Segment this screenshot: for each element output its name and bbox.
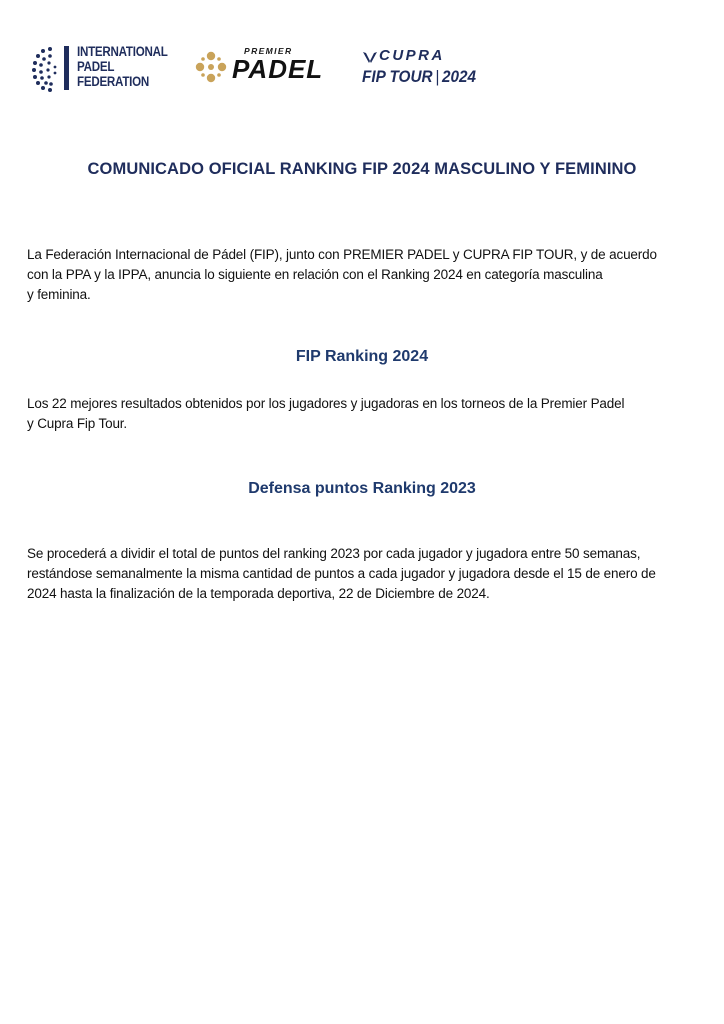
cupra-wordmark: CUPRA	[379, 47, 445, 64]
premier-star-icon	[194, 50, 228, 84]
fip-line-1: INTERNATIONAL	[77, 44, 168, 59]
fip-ranking-line-1: Los 22 mejores resultados obtenidos por los jugadores y jugadoras en los torneos de la Premier Padel	[27, 396, 625, 411]
defensa-line-3: 2024 hasta la finalización de la temporada deportiva, 22 de Diciembre de 2024.	[27, 586, 490, 601]
intro-line-2: con la PPA y la IPPA, anuncia lo siguiente en relación con el Ranking 2024 en categoría masculina	[27, 267, 603, 282]
cupra-emblem-icon	[362, 51, 378, 64]
defensa-puntos-paragraph	[27, 544, 699, 604]
fip-ranking-paragraph	[27, 394, 699, 434]
fip-line-2: PADEL	[77, 59, 115, 74]
intro-paragraph	[27, 245, 699, 305]
fip-wordmark	[77, 44, 168, 89]
section-heading-fip-ranking: FIP Ranking 2024	[295, 348, 429, 365]
fip-logo	[30, 40, 170, 96]
premier-label: PREMIER	[244, 46, 293, 56]
intro-line-3: y feminina.	[27, 287, 91, 302]
cupra-fip-tour-logo	[362, 49, 482, 91]
fip-tour-year: 2024	[441, 67, 476, 86]
fip-tour-label: FIP TOUR	[362, 67, 433, 86]
section-heading-defensa-puntos: Defensa puntos Ranking 2023	[248, 480, 476, 497]
premier-padel-logo	[194, 46, 344, 90]
document-title: COMUNICADO OFICIAL RANKING FIP 2024 MASCULINO Y FEMININO	[87, 160, 637, 178]
fip-tour-separator: |	[435, 67, 440, 86]
defensa-line-1: Se procederá a dividir el total de puntos del ranking 2023 por cada jugador y jugadora entre 50 semanas,	[27, 546, 641, 561]
fip-tour-wordmark	[362, 67, 476, 87]
fip-ranking-line-2: y Cupra Fip Tour.	[27, 416, 127, 431]
defensa-line-2: restándose semanalmente la misma cantidad de puntos a cada jugador y jugadora desde el 15 de enero de	[27, 566, 656, 581]
padel-label: PADEL	[232, 54, 324, 84]
header-logos	[30, 40, 490, 96]
fip-dotted-ball-icon	[30, 43, 74, 93]
intro-line-1: La Federación Internacional de Pádel (FIP), junto con PREMIER PADEL y CUPRA FIP TOUR, y de acuerdo	[27, 247, 657, 262]
fip-line-3: FEDERATION	[77, 74, 150, 89]
